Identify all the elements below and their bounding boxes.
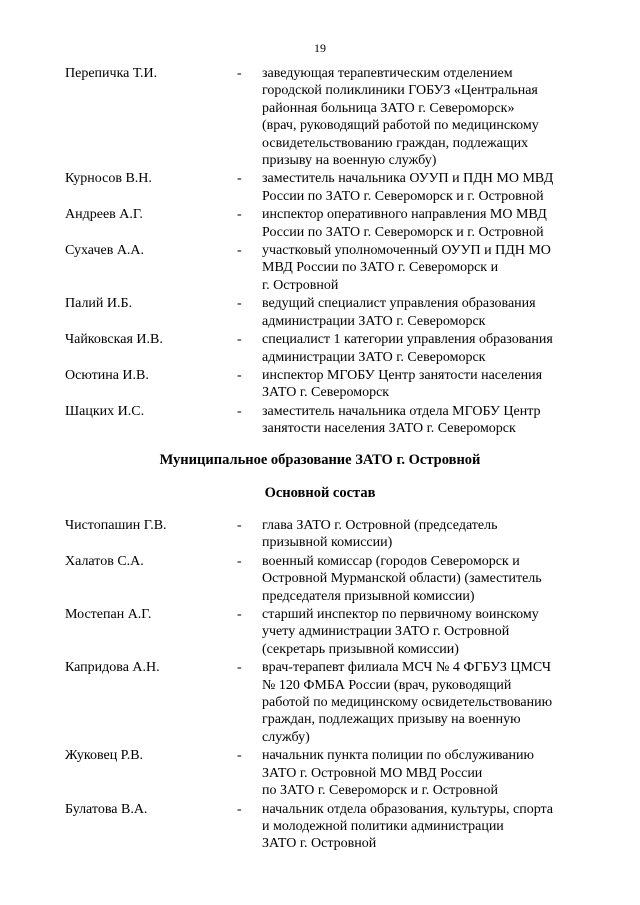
member-name: Шацких И.С. bbox=[65, 403, 145, 419]
position-line: Островной Мурманской области) (заместитель bbox=[262, 571, 542, 587]
member-position bbox=[262, 295, 602, 330]
position-line: № 120 ФМБА России (врач, руководящий bbox=[262, 677, 512, 693]
member-position bbox=[262, 801, 602, 853]
position-line: заведующая терапевтическим отделением bbox=[262, 66, 513, 81]
position-line: (врач, руководящий работой по медицинскому bbox=[262, 118, 539, 134]
members-list-bottom bbox=[0, 517, 640, 853]
member-name: Чистопашин Г.В. bbox=[65, 518, 167, 533]
composition-title: Основной состав bbox=[264, 485, 376, 501]
member-position bbox=[262, 170, 602, 205]
position-line: начальник отдела образования, культуры, спорта bbox=[262, 801, 554, 817]
position-line: и молодежной политики администрации bbox=[262, 818, 504, 834]
position-line: граждан, подлежащих призыву на военную bbox=[262, 712, 521, 728]
member-row bbox=[0, 517, 640, 552]
position-line: по ЗАТО г. Североморск и г. Островной bbox=[262, 783, 498, 799]
member-row bbox=[0, 170, 640, 205]
position-line: ведущий специалист управления образования bbox=[262, 296, 536, 312]
dash-separator: - bbox=[237, 748, 242, 764]
member-position bbox=[262, 517, 602, 552]
dash-separator: - bbox=[237, 171, 242, 187]
member-name: Осютина И.В. bbox=[65, 367, 149, 383]
members-list-top bbox=[0, 65, 640, 438]
member-name: Перепичка Т.И. bbox=[65, 66, 158, 81]
dash-separator: - bbox=[237, 607, 242, 623]
member-row bbox=[0, 801, 640, 853]
position-line: специалист 1 категории управления образования bbox=[262, 332, 553, 348]
position-line: заместитель начальника ОУУП и ПДН МО МВД bbox=[262, 171, 554, 187]
position-line: администрации ЗАТО г. Североморск bbox=[262, 349, 486, 365]
position-line: начальник пункта полиции по обслуживанию bbox=[262, 748, 534, 764]
position-line: России по ЗАТО г. Североморск и г. Островной bbox=[262, 224, 544, 240]
dash-separator: - bbox=[237, 518, 242, 533]
dash-separator: - bbox=[237, 553, 242, 569]
member-name: Курносов В.Н. bbox=[65, 171, 152, 187]
position-line: ЗАТО г. Островной МО МВД России bbox=[262, 765, 483, 781]
member-name: Халатов С.А. bbox=[65, 553, 144, 569]
page-number: 19 bbox=[314, 41, 326, 55]
position-line: учету администрации ЗАТО г. Островной bbox=[262, 624, 510, 640]
position-line: городской поликлиники ГОБУЗ «Центральная bbox=[262, 83, 538, 99]
position-line: военный комиссар (городов Североморск и bbox=[262, 553, 520, 569]
position-line: инспектор оперативного направления МО МВД bbox=[262, 207, 547, 223]
position-line: освидетельствованию граждан, подлежащих bbox=[262, 135, 529, 151]
position-line: ЗАТО г. Североморск bbox=[262, 385, 390, 401]
member-row bbox=[0, 242, 640, 294]
position-line: г. Островной bbox=[262, 277, 339, 293]
dash-separator: - bbox=[237, 332, 242, 348]
position-line: инспектор МГОБУ Центр занятости населения bbox=[262, 367, 543, 383]
member-row bbox=[0, 295, 640, 330]
position-line: глава ЗАТО г. Островной (председатель bbox=[262, 518, 498, 533]
member-name: Чайковская И.В. bbox=[65, 332, 163, 348]
position-line: старший инспектор по первичному воинскому bbox=[262, 607, 539, 623]
member-position bbox=[262, 403, 602, 438]
dash-separator: - bbox=[237, 66, 242, 81]
member-row bbox=[0, 65, 640, 169]
position-line: врач-терапевт филиала МСЧ № 4 ФГБУЗ ЦМСЧ bbox=[262, 660, 551, 676]
position-line: призыву на военную службу) bbox=[262, 153, 437, 169]
position-line: службу) bbox=[262, 729, 310, 745]
member-row bbox=[0, 331, 640, 366]
member-row bbox=[0, 403, 640, 438]
member-name: Андреев А.Г. bbox=[65, 207, 143, 223]
member-row bbox=[0, 367, 640, 402]
member-name: Сухачев А.А. bbox=[65, 243, 145, 259]
member-position bbox=[262, 242, 602, 294]
position-line: районная больница ЗАТО г. Североморск» bbox=[262, 100, 515, 116]
position-line: России по ЗАТО г. Североморск и г. Островной bbox=[262, 188, 544, 204]
member-position bbox=[262, 659, 602, 746]
dash-separator: - bbox=[237, 296, 242, 312]
position-line: призывной комиссии) bbox=[262, 535, 393, 551]
member-position bbox=[262, 606, 602, 658]
dash-separator: - bbox=[237, 403, 242, 419]
member-name: Жуковец Р.В. bbox=[65, 748, 144, 764]
position-line: работой по медицинскому освидетельствованию bbox=[262, 695, 553, 711]
position-line: МВД России по ЗАТО г. Североморск и bbox=[262, 260, 499, 276]
member-position bbox=[262, 206, 602, 241]
member-name: Палий И.Б. bbox=[65, 296, 133, 312]
position-line: председателя призывной комиссии) bbox=[262, 588, 475, 604]
position-line: занятости населения ЗАТО г. Североморск bbox=[262, 421, 516, 437]
member-name: Капридова А.Н. bbox=[65, 660, 160, 676]
position-line: администрации ЗАТО г. Североморск bbox=[262, 313, 486, 329]
member-position bbox=[262, 747, 602, 799]
member-row bbox=[0, 553, 640, 605]
dash-separator: - bbox=[237, 243, 242, 259]
position-line: ЗАТО г. Островной bbox=[262, 836, 377, 852]
member-row bbox=[0, 606, 640, 658]
position-line: заместитель начальника отдела МГОБУ Центр bbox=[262, 403, 541, 419]
position-line: (секретарь призывной комиссии) bbox=[262, 641, 459, 657]
dash-separator: - bbox=[237, 660, 242, 676]
member-row bbox=[0, 659, 640, 746]
member-name: Булатова В.А. bbox=[65, 801, 148, 817]
member-name: Мостепан А.Г. bbox=[65, 607, 152, 623]
municipality-title: Муниципальное образование ЗАТО г. Островной bbox=[159, 452, 481, 468]
dash-separator: - bbox=[237, 367, 242, 383]
member-position bbox=[262, 367, 602, 402]
member-position bbox=[262, 331, 602, 366]
member-row bbox=[0, 747, 640, 799]
member-position bbox=[262, 553, 602, 605]
member-position bbox=[262, 65, 602, 169]
member-row bbox=[0, 206, 640, 241]
dash-separator: - bbox=[237, 801, 242, 817]
position-line: участковый уполномоченный ОУУП и ПДН МО bbox=[262, 243, 551, 259]
dash-separator: - bbox=[237, 207, 242, 223]
